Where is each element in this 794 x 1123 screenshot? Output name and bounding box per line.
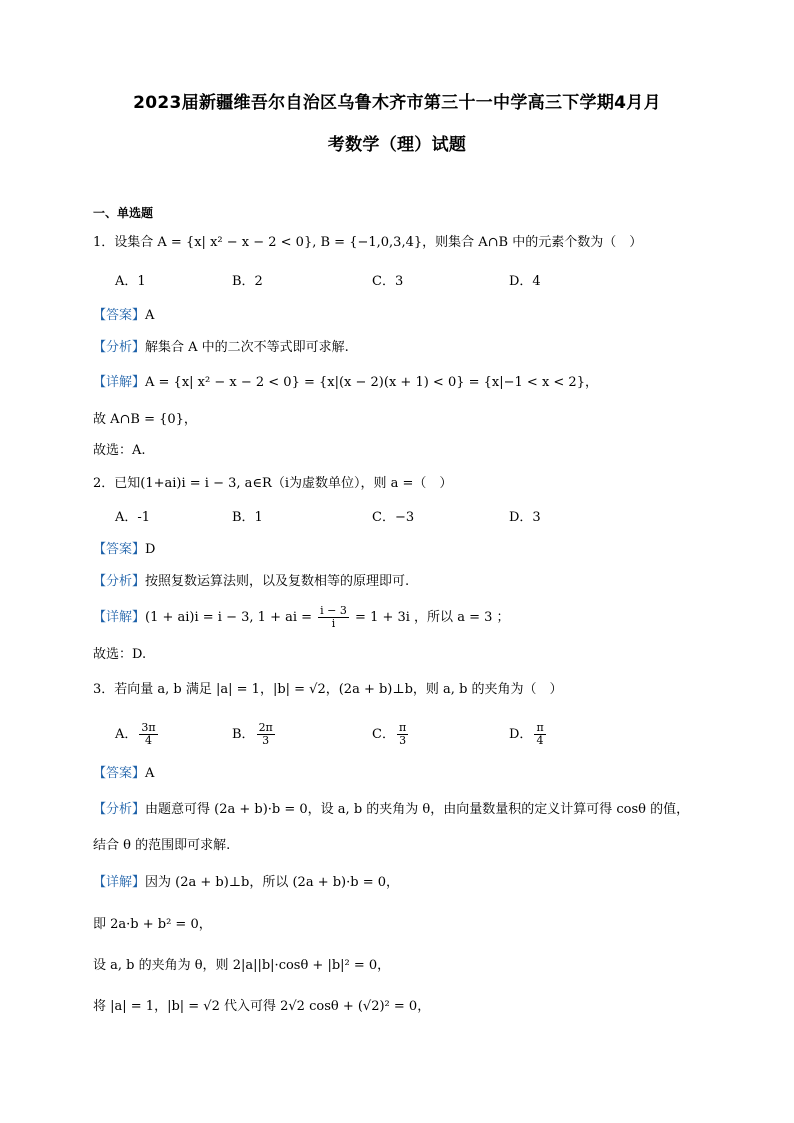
q1-conclusion: 故选：A. xyxy=(93,443,146,458)
q3-detail xyxy=(93,873,399,893)
detail-tag: 【详解】 xyxy=(93,375,146,390)
analysis-tag: 【分析】 xyxy=(93,574,146,589)
q1-stem: 1．设集合 A = {x| x² − x − 2 < 0}, B = {−1,0,3,4}，则集合 A∩B 中的元素个数为（ ） xyxy=(93,235,643,250)
detail-tag: 【详解】 xyxy=(93,610,146,625)
q2-option-a: A．-1 xyxy=(115,510,151,525)
q3-option-a xyxy=(115,722,160,747)
fraction-denominator: 4 xyxy=(536,734,544,747)
q3-option-c xyxy=(372,722,410,747)
answer-tag: 【答案】 xyxy=(93,308,146,323)
detail-prefix: (1 + ai)i = i − 3, 1 + ai = xyxy=(145,610,313,625)
q1-detail xyxy=(93,373,598,393)
q1-analysis xyxy=(93,338,349,358)
detail-suffix: = 1 + 3i ，所以 a = 3 ； xyxy=(355,610,510,625)
q3-option-d xyxy=(509,722,548,747)
analysis-tag: 【分析】 xyxy=(93,340,146,355)
q3-step-2: 设 a, b 的夹角为 θ，则 2|a||b|·cosθ + |b|² = 0， xyxy=(93,958,391,973)
q3-analysis-cont: 结合 θ 的范围即可求解. xyxy=(93,838,231,853)
analysis-text: 由题意可得 (2a + b)·b = 0，设 a, b 的夹角为 θ，由向量数量积的定义计算可得 cosθ 的值， xyxy=(145,802,690,817)
section-heading: 一、单选题 xyxy=(93,206,154,220)
answer-value: D xyxy=(145,542,156,557)
fraction-numerator: 3π xyxy=(141,721,156,734)
analysis-text: 解集合 A 中的二次不等式即可求解. xyxy=(145,340,349,355)
analysis-text: 按照复数运算法则，以及复数相等的原理即可. xyxy=(145,574,410,589)
q2-stem: 2．已知(1+ai)i = i − 3, a∈R（i为虚数单位），则 a =（ ） xyxy=(93,476,453,491)
q1-detail-line-2: 故 A∩B = {0}， xyxy=(93,412,197,427)
q2-option-d: D．3 xyxy=(509,510,541,525)
fraction-numerator: π xyxy=(536,721,544,734)
fraction-numerator: π xyxy=(398,721,407,734)
q3-stem: 3．若向量 a, b 满足 |a| = 1，|b| = √2，(2a + b)⊥b，则 a, b 的夹角为（ ） xyxy=(93,682,563,697)
analysis-tag: 【分析】 xyxy=(93,802,146,817)
option-fraction xyxy=(397,722,408,747)
detail-text: A = {x| x² − x − 2 < 0} = {x|(x − 2)(x + 1) < 0} = {x|−1 < x < 2}， xyxy=(145,375,598,390)
detail-tag: 【详解】 xyxy=(93,875,146,890)
option-label: B． xyxy=(232,727,255,742)
q2-detail xyxy=(93,605,510,630)
document-title-line-1: 2023届新疆维吾尔自治区乌鲁木齐市第三十一中学高三下学期4月月 xyxy=(133,93,661,113)
option-fraction xyxy=(534,722,545,747)
q2-answer xyxy=(93,540,155,560)
q1-answer xyxy=(93,306,154,326)
fraction-numerator: 2π xyxy=(258,721,273,734)
fraction-denominator: 3 xyxy=(262,734,270,747)
fraction-denominator: i xyxy=(331,617,336,630)
q2-analysis xyxy=(93,572,409,592)
q2-option-b: B．1 xyxy=(232,510,263,525)
detail-text: 因为 (2a + b)⊥b，所以 (2a + b)·b = 0， xyxy=(145,875,399,890)
q3-step-1: 即 2a·b + b² = 0， xyxy=(93,917,212,932)
answer-value: A xyxy=(145,308,155,323)
q3-option-b xyxy=(232,722,277,747)
option-label: D． xyxy=(509,727,533,742)
detail-fraction xyxy=(318,605,349,630)
fraction-denominator: 3 xyxy=(399,734,407,747)
q3-analysis xyxy=(93,800,689,820)
option-label: A． xyxy=(115,727,138,742)
answer-value: A xyxy=(145,766,155,781)
answer-tag: 【答案】 xyxy=(93,542,146,557)
fraction-numerator: i − 3 xyxy=(320,604,347,617)
q3-answer xyxy=(93,764,154,784)
q1-option-b: B．2 xyxy=(232,274,263,289)
option-label: C． xyxy=(372,727,395,742)
q1-option-a: A．1 xyxy=(115,274,146,289)
q3-step-3: 将 |a| = 1，|b| = √2 代入可得 2√2 cosθ + (√2)² = 0， xyxy=(93,999,431,1014)
document-title-line-2: 考数学（理）试题 xyxy=(327,135,467,155)
q2-option-c: C．−3 xyxy=(372,510,415,525)
option-fraction xyxy=(257,722,275,747)
q1-option-d: D．4 xyxy=(509,274,541,289)
fraction-denominator: 4 xyxy=(145,734,152,747)
q2-conclusion: 故选：D. xyxy=(93,647,147,662)
answer-tag: 【答案】 xyxy=(93,766,146,781)
option-fraction xyxy=(139,722,157,747)
q1-option-c: C．3 xyxy=(372,274,404,289)
